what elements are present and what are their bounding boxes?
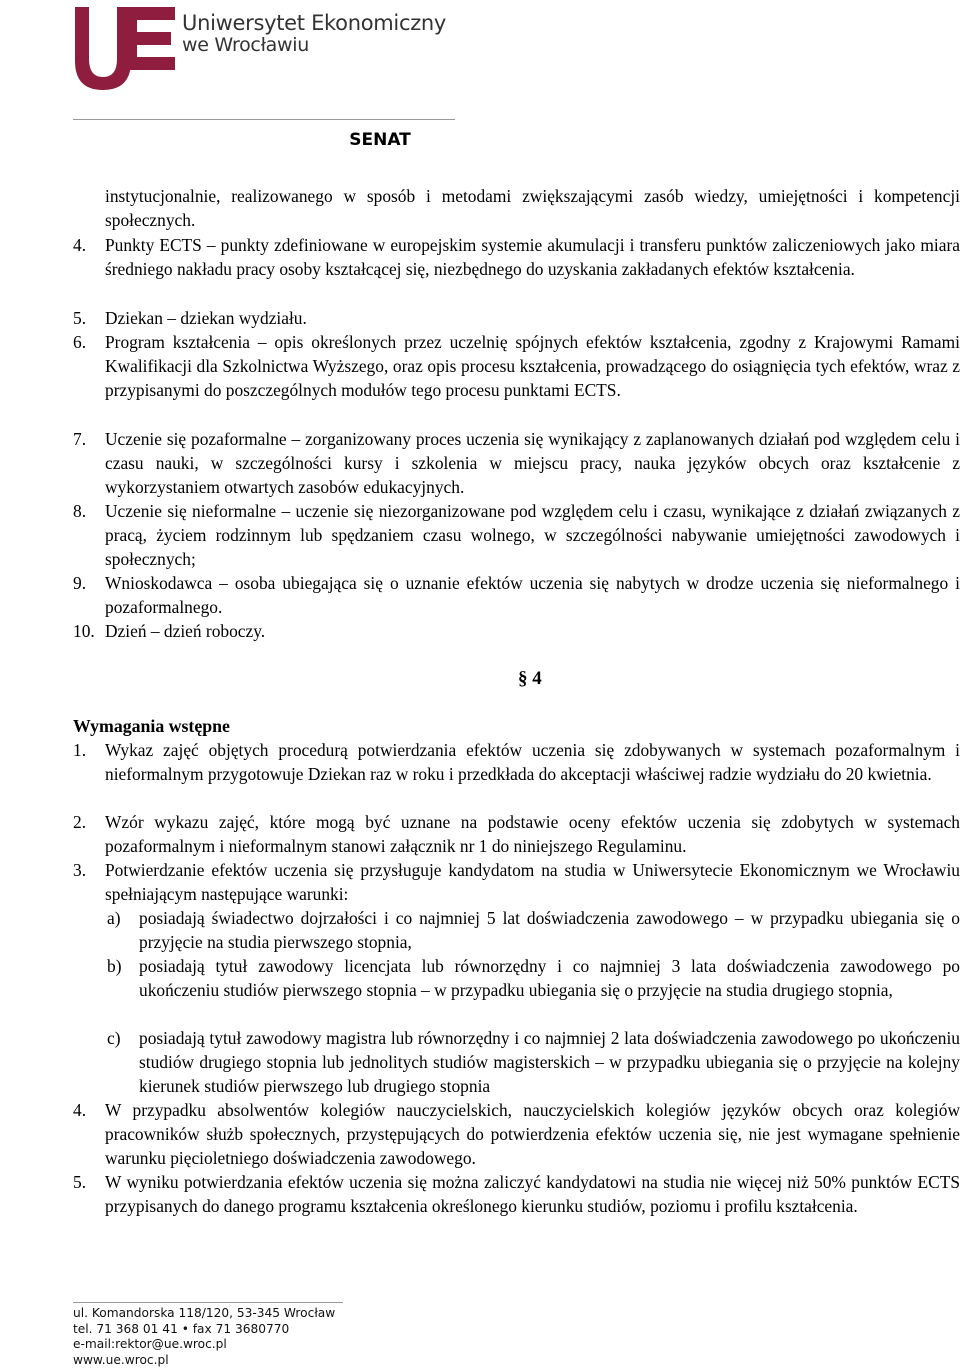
item-number: 9. — [73, 573, 87, 593]
item-number: 5. — [73, 308, 87, 328]
footer-phone: tel. 71 368 01 41 • fax 71 3680770 — [73, 1321, 290, 1336]
section-label: SENAT — [349, 130, 411, 150]
university-name-line2: we Wrocławiu — [182, 34, 309, 56]
footer-website: www.ue.wroc.pl — [73, 1353, 169, 1368]
condition-letter: a) — [107, 908, 121, 928]
footer-contact — [73, 1306, 335, 1369]
definition-item — [73, 330, 960, 403]
definition-item — [73, 306, 960, 330]
item-number: 4. — [73, 235, 87, 255]
continuation-text: instytucjonalnie, realizowanego w sposób i metodami zwiększającymi zasób wiedzy, umiejętności i kompetencji społecznych. — [105, 186, 960, 231]
requirement-item — [73, 858, 960, 906]
section-heading: Wymagania wstępne — [73, 716, 230, 736]
condition-item — [107, 906, 960, 954]
definition-item — [73, 499, 960, 572]
item-text: Wnioskodawca – osoba ubiegająca się o uznanie efektów uczenia się nabytych w drodze uczenia się nieformalnego i pozaformalnego. — [105, 573, 960, 618]
condition-text: posiadają świadectwo dojrzałości i co najmniej 5 lat doświadczenia zawodowego – w przypadku ubiegania się o przyjęcie na studia pierwszego stopnia, — [139, 908, 960, 953]
footer-email: e-mail:rektor@ue.wroc.pl — [73, 1337, 227, 1352]
condition-item — [107, 1026, 960, 1099]
paragraph-mark: § 4 — [518, 668, 542, 689]
item-number: 6. — [73, 332, 87, 352]
item-text: Program kształcenia – opis określonych przez uczelnię spójnych efektów kształcenia, zgodny z Krajowymi Ramami Kwalifikacji dla Szkolnictwa Wyższego, oraz opis procesu kształcenia, prowadzącego do osiągnięcia tych efektów, wraz z przypisanymi do poszczególnych modułów tego procesu punktami ECTS. — [105, 332, 960, 401]
item-text: Dziekan – dziekan wydziału. — [105, 308, 307, 328]
item-text: Wzór wykazu zajęć, które mogą być uznane na podstawie oceny efektów uczenia się zdobytych w systemach pozaformalnym i nieformalnym stanowi załącznik nr 1 do niniejszego Regulaminu. — [105, 812, 960, 857]
item-number: 2. — [73, 812, 87, 832]
university-logo — [73, 5, 178, 91]
item-text: W przypadku absolwentów kolegiów nauczycielskich, nauczycielskich kolegiów języków obcych oraz kolegiów pracowników służb społecznych, przystępujących do potwierdzenia efektów uczenia się, nie jest wymagane spełnienie warunku pięcioletniego doświadczenia zawodowego. — [105, 1100, 960, 1169]
condition-text: posiadają tytuł zawodowy magistra lub równorzędny i co najmniej 2 lata doświadczenia zawodowego po ukończeniu studiów drugiego stopnia lub jednolitych studiów magisterskich – w przypadku ubiegania się o przyjęcie na kolejny kierunek studiów pierwszego lub drugiego stopnia — [139, 1028, 960, 1097]
requirement-item — [73, 810, 960, 858]
condition-item — [107, 954, 960, 1002]
item-number: 4. — [73, 1100, 87, 1120]
condition-letter: b) — [107, 956, 122, 976]
item-number: 3. — [73, 860, 87, 880]
item-text: Dzień – dzień roboczy. — [105, 621, 266, 641]
item-number: 10. — [73, 621, 95, 641]
item-text: Potwierdzanie efektów uczenia się przysługuje kandydatom na studia w Uniwersytecie Ekonomicznym we Wrocławiu spełniającym następujące warunki: — [105, 860, 960, 905]
item-text: Punkty ECTS – punkty zdefiniowane w europejskim systemie akumulacji i transferu punktów zaliczeniowych jako miara średniego nakładu pracy osoby kształcącej się, niezbędnego do uzyskania zakładanych efektów kształcenia. — [105, 235, 960, 280]
definition-item — [73, 427, 960, 500]
university-name-line1: Uniwersytet Ekonomiczny — [182, 11, 447, 35]
footer-address: ul. Komandorska 118/120, 53-345 Wrocław — [73, 1306, 336, 1320]
item-number: 8. — [73, 501, 87, 521]
definition-item — [73, 571, 960, 619]
item-text: Wykaz zajęć objętych procedurą potwierdzania efektów uczenia się zdobywanych w systemach pozaformalnym i nieformalnym przygotowuje Dziekan raz w roku i przedkłada do akceptacji właściwej radzie wydziału do 20 kwietnia. — [105, 740, 960, 785]
item-text: W wyniku potwierdzania efektów uczenia się można zaliczyć kandydatowi na studia nie więcej niż 50% punktów ECTS przypisanych do danego programu kształcenia określonego kierunku studiów, poziomu i profilu kształcenia. — [105, 1172, 960, 1217]
requirement-item — [73, 738, 960, 786]
item-number: 1. — [73, 740, 87, 760]
item-number: 7. — [73, 429, 87, 449]
item-number: 5. — [73, 1172, 87, 1192]
requirement-item — [73, 1098, 960, 1171]
footer-divider — [73, 1302, 343, 1303]
definition-item — [73, 619, 960, 643]
condition-letter: c) — [107, 1028, 121, 1048]
definition-item — [73, 233, 960, 281]
condition-text: posiadają tytuł zawodowy licencjata lub równorzędny i co najmniej 3 lata doświadczenia zawodowego po ukończeniu studiów pierwszego stopnia – w przypadku ubiegania się o przyjęcie na studia drugiego stopnia, — [139, 956, 960, 1001]
item-text: Uczenie się pozaformalne – zorganizowany proces uczenia się wynikający z zaplanowanych działań pod względem celu i czasu nauki, w szczególności kursy i szkolenia w miejscu pracy, nauka języków obcych oraz kształcenie z wykorzystaniem otwartych zasobów edukacyjnych. — [105, 429, 960, 498]
header-divider — [73, 119, 455, 120]
university-name — [182, 12, 446, 56]
requirement-item — [73, 1170, 960, 1218]
item-text: Uczenie się nieformalne – uczenie się niezorganizowane pod względem celu i czasu, wynikające z działań związanych z pracą, życiem rodzinnym lub spędzaniem czasu wolnego, w szczególności nabywanie umiejętności zawodowych i społecznych; — [105, 501, 960, 570]
